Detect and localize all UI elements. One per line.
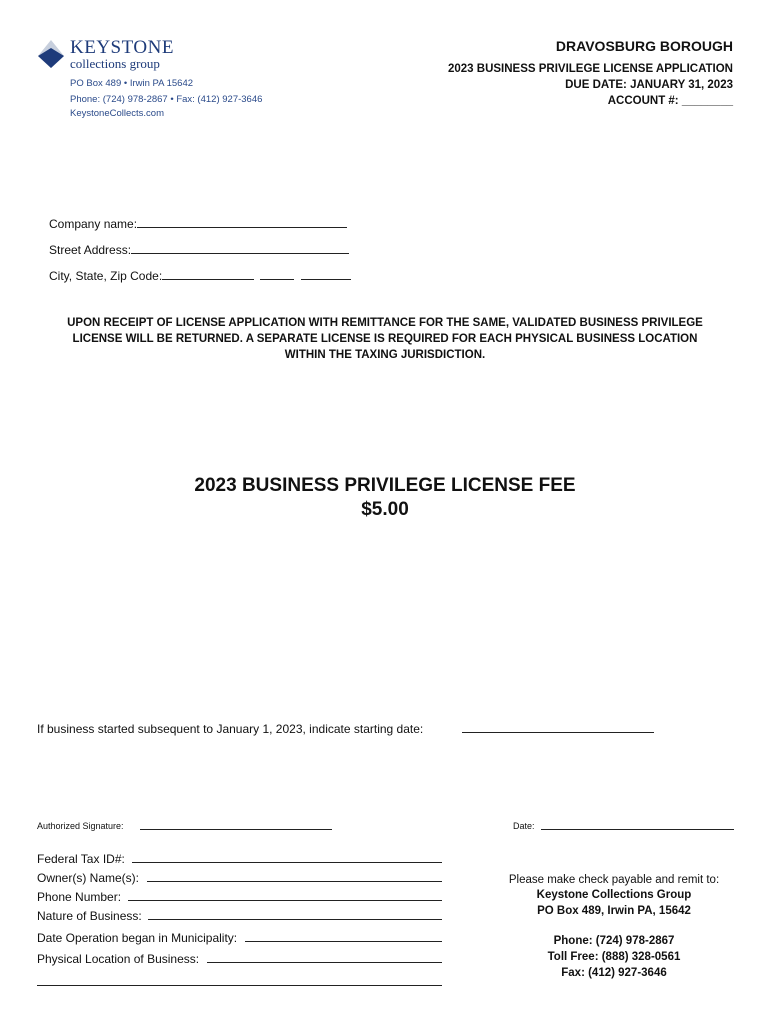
signature-line[interactable] [140,829,332,830]
license-notice [40,315,730,363]
fee-title: 2023 BUSINESS PRIVILEGE LICENSE FEE [194,475,576,496]
brand-subtitle: collections group [70,56,160,71]
tax-id-line[interactable] [132,862,442,863]
remit-toll-free: Toll Free: (888) 328-0561 [547,951,681,963]
physical-location-line-2[interactable] [37,985,442,986]
borough-title: DRAVOSBURG BOROUGH [555,38,733,54]
physical-location-label: Physical Location of Business: [37,952,200,966]
tax-id-label: Federal Tax ID#: [37,852,125,866]
physical-location-line[interactable] [207,962,442,963]
remit-org: Keystone Collections Group [536,889,692,901]
nature-of-business-line[interactable] [148,919,442,920]
signature-label: Authorized Signature: [37,821,124,831]
company-name-label: Company name: [49,217,138,231]
date-line[interactable] [541,829,734,830]
notice-line-2: LICENSE WILL BE RETURNED. A SEPARATE LICENSE IS REQUIRED FOR EACH PHYSICAL BUSINESS LOCATION [72,333,698,345]
form-title: 2023 BUSINESS PRIVILEGE LICENSE APPLICATION [447,63,733,75]
fee-amount: $5.00 [361,499,409,520]
remit-phone: Phone: (724) 978-2867 [553,935,675,947]
brand-website[interactable]: KeystoneCollects.com [70,108,164,119]
owners-line[interactable] [147,881,442,882]
notice-line-3: WITHIN THE TAXING JURISDICTION. [284,349,486,361]
city-line[interactable] [162,267,254,280]
phone-number-line[interactable] [128,900,442,901]
remit-fax: Fax: (412) 927-3646 [561,967,667,979]
owners-label: Owner(s) Name(s): [37,871,140,885]
nature-of-business-label: Nature of Business: [37,909,142,923]
date-operation-began-line[interactable] [245,941,442,942]
date-label: Date: [513,821,535,831]
brand-phone-fax: Phone: (724) 978-2867 • Fax: (412) 927-3646 [70,94,263,105]
city-state-zip-label: City, State, Zip Code: [49,269,163,283]
company-name-field[interactable] [49,215,347,231]
date-operation-began-label: Date Operation began in Municipality: [37,931,238,945]
street-address-field[interactable] [49,241,349,257]
phone-number-label: Phone Number: [37,890,122,904]
remit-intro: Please make check payable and remit to: [508,874,720,886]
company-name-line[interactable] [137,215,347,228]
brand-name: KEYSTONE [70,37,174,58]
start-date-label: If business started subsequent to January 1, 2023, indicate starting date: [37,722,424,736]
zip-line[interactable] [301,267,351,280]
remit-address: PO Box 489, Irwin PA, 15642 [537,905,691,917]
street-address-label: Street Address: [49,243,132,257]
street-address-line[interactable] [131,241,349,254]
account-number: ACCOUNT #: ________ [607,95,733,107]
state-line[interactable] [260,267,294,280]
start-date-line[interactable] [462,732,654,733]
notice-line-1: UPON RECEIPT OF LICENSE APPLICATION WITH REMITTANCE FOR THE SAME, VALIDATED BUSINESS PRIVILEGE [67,317,703,329]
due-date: DUE DATE: JANUARY 31, 2023 [565,79,733,91]
city-state-zip-field[interactable] [49,267,351,283]
brand-address: PO Box 489 • Irwin PA 15642 [70,78,194,89]
keystone-logo-icon [36,38,66,72]
